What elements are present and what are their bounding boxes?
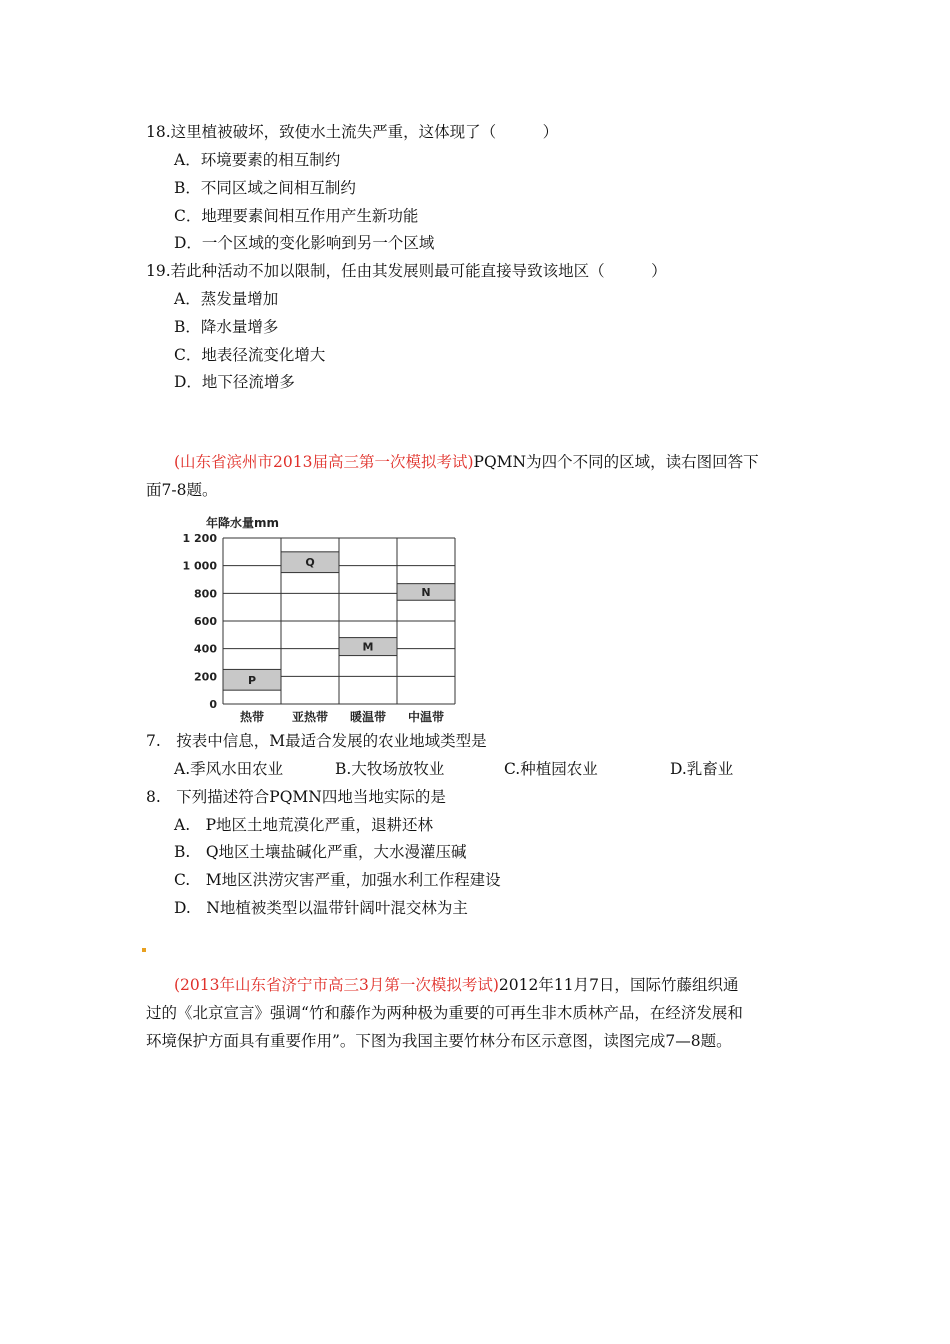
y-tick-label: 200 <box>194 670 217 684</box>
y-tick-label: 600 <box>194 615 217 628</box>
q7-option-b: B.大牧场放牧业 <box>335 760 445 778</box>
q7-option-d: D.乳畜业 <box>670 760 734 778</box>
y-tick-label: 0 <box>209 698 217 711</box>
passage1-text1: PQMN为四个不同的区域，读右图回答下 <box>473 453 759 471</box>
x-category-label: 亚热带 <box>291 710 329 724</box>
q8-option-b: B. Q地区土壤盐碱化严重，大水漫灌压碱 <box>174 843 467 861</box>
passage2-text2: 过的《北京宣言》强调“竹和藤作为两种极为重要的可再生非木质林产品，在经济发展和 <box>146 1004 743 1022</box>
q18-option-b: B．不同区域之间相互制约 <box>174 179 356 197</box>
q8-option-d: D. N地植被类型以温带针阔叶混交林为主 <box>174 899 468 917</box>
q19-option-d: D．地下径流增多 <box>174 373 295 391</box>
x-category-label: 热带 <box>239 710 265 724</box>
q8-option-c: C. M地区洪涝灾害严重，加强水利工作程建设 <box>174 871 501 889</box>
q18-stem: 18.这里植被破坏，致使水土流失严重，这体现了（ ） <box>146 123 559 141</box>
passage2-source: (2013年山东省济宁市高三3月第一次模拟考试) <box>174 976 499 994</box>
q18-option-a: A．环境要素的相互制约 <box>174 151 341 169</box>
precipitation-chart <box>178 513 468 725</box>
x-category-label: 中温带 <box>407 710 445 724</box>
q7-option-c: C.种植园农业 <box>504 760 598 778</box>
q19-option-b: B．降水量增多 <box>174 318 279 336</box>
bar-label-M: M <box>362 640 374 654</box>
x-category-label: 暖温带 <box>349 710 387 724</box>
chart-plot-area <box>183 532 455 724</box>
q8-option-a: A. P地区土地荒漠化严重，退耕还林 <box>174 816 434 834</box>
q7-stem: 7. 按表中信息，M最适合发展的农业地域类型是 <box>146 732 487 750</box>
q18-option-d: D．一个区域的变化影响到另一个区域 <box>174 234 435 252</box>
passage2-text1: 2012年11月7日，国际竹藤组织通 <box>498 976 739 994</box>
q19-option-a: A．蒸发量增加 <box>174 290 279 308</box>
bar-label-P: P <box>247 673 257 687</box>
q19-stem: 19.若此种活动不加以限制，任由其发展则最可能直接导致该地区（ ） <box>146 262 667 280</box>
q19-option-c: C．地表径流变化增大 <box>174 346 326 364</box>
passage2-text3: 环境保护方面具有重要作用”。下图为我国主要竹林分布区示意图，读图完成7—8题。 <box>146 1032 732 1050</box>
q8-stem: 8. 下列描述符合PQMN四地当地实际的是 <box>146 788 446 806</box>
bar-label-N: N <box>421 585 431 599</box>
passage1-line1 <box>174 452 759 472</box>
q7-option-a: A.季风水田农业 <box>174 760 284 778</box>
passage1-text2: 面7-8题。 <box>146 481 218 499</box>
q7-options <box>174 759 794 779</box>
bar-label-Q: Q <box>305 556 315 570</box>
chart-title: 年降水量mm <box>206 516 280 530</box>
passage2-line1 <box>174 975 738 995</box>
y-tick-label: 1 200 <box>182 532 217 545</box>
passage1-source: (山东省滨州市2013届高三第一次模拟考试) <box>174 453 474 471</box>
stray-mark <box>142 948 146 952</box>
y-tick-label: 1 000 <box>182 559 217 573</box>
q18-option-c: C．地理要素间相互作用产生新功能 <box>174 207 419 225</box>
y-tick-label: 400 <box>194 642 217 656</box>
y-tick-label: 800 <box>194 587 217 601</box>
